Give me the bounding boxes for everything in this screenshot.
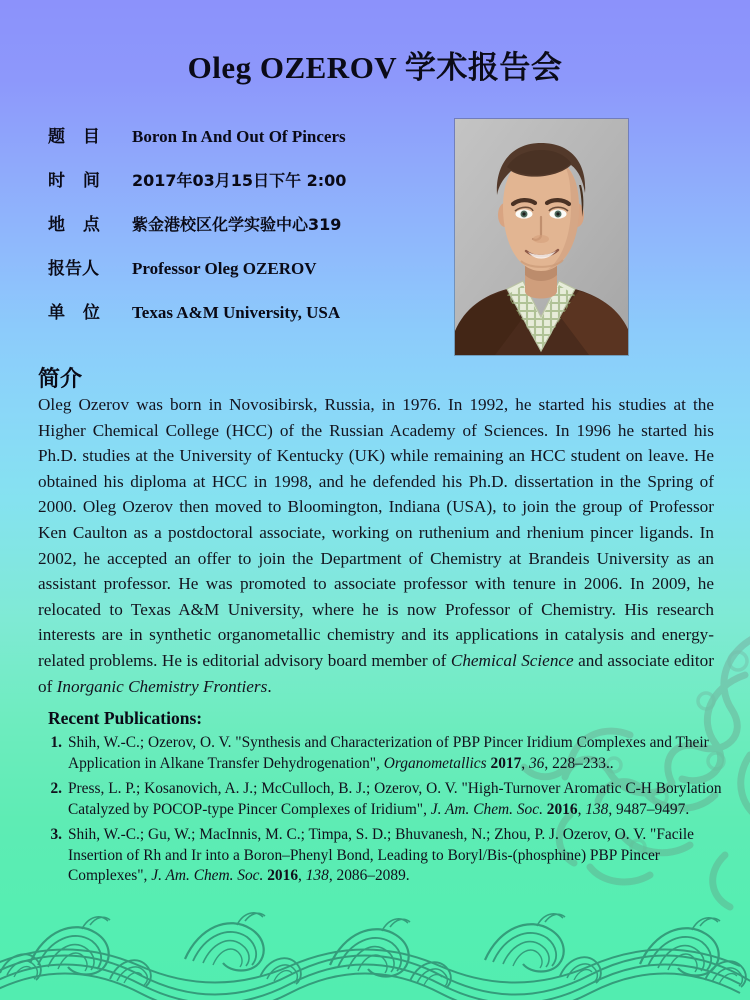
text-fragment: J. Am. Chem. Soc. (430, 800, 543, 818)
text-fragment: , (298, 867, 306, 884)
text-fragment: , 2086–2089. (328, 867, 410, 884)
info-value-affiliation: Texas A&M University, USA (132, 303, 341, 322)
info-label-time: 时 间 (48, 171, 106, 191)
info-label-speaker: 报告人 (48, 259, 99, 279)
text-fragment: J. Am. Chem. Soc. (151, 867, 264, 884)
text-fragment: 2016 (546, 800, 578, 818)
info-value-time: 2017年03月15日下午 2:00 (132, 171, 347, 190)
text-fragment: Inorganic Chemistry Frontiers (56, 676, 268, 696)
text-fragment: 138 (305, 867, 329, 884)
publication-item (42, 733, 732, 774)
bio-heading: 简介 (38, 367, 83, 392)
text-fragment: Press, L. P.; Kosanovich, A. J.; McCulloch, B. J.; Ozerov, O. V. "High-Turnover Aromatic C-H Borylation Catalyzed by POCOP-type Pincer Complexes of Iridium", (68, 780, 722, 818)
text-fragment: 2017 (490, 754, 522, 772)
text-fragment: 138 (585, 800, 609, 818)
info-value-speaker: Professor Oleg OZEROV (132, 259, 317, 278)
info-row-affiliation (48, 298, 448, 342)
publications-heading: Recent Publications: (48, 708, 203, 728)
info-row-speaker (48, 254, 448, 298)
page-title: Oleg OZEROV 学术报告会 (187, 50, 563, 85)
seminar-info-block (48, 122, 448, 342)
wave-pattern-decoration (0, 905, 750, 1000)
publication-citation (68, 826, 694, 884)
info-value-location: 紫金港校区化学实验中心319 (132, 215, 342, 234)
text-fragment: Shih, W.-C.; Gu, W.; MacInnis, M. C.; Timpa, S. D.; Bhuvanesh, N.; Zhou, P. J. Ozerov, O. V. "Facile Insertion of Rh and Ir into a Boron–Phenyl Bond, Leading to Boryl/Bis-(phosphine) PBP Pincer Complexes", (68, 826, 694, 884)
publication-citation (68, 734, 709, 772)
publication-item (42, 825, 732, 887)
text-fragment: 36 (528, 754, 545, 772)
publication-citation (68, 780, 722, 818)
text-fragment: Organometallics (383, 754, 487, 772)
text-fragment: , (521, 754, 529, 772)
text-fragment: and associate editor of (38, 650, 714, 696)
info-value-topic: Boron In And Out Of Pincers (132, 127, 346, 146)
speaker-portrait-photo (455, 119, 628, 355)
info-row-time (48, 166, 448, 210)
text-fragment: Chemical Science (450, 650, 574, 670)
info-label-topic: 题 目 (48, 127, 106, 147)
text-fragment: , (577, 800, 586, 818)
bio-paragraph (38, 392, 714, 699)
publication-item (42, 779, 732, 820)
info-row-location (48, 210, 448, 254)
info-label-affiliation: 单 位 (48, 303, 106, 323)
info-row-topic (48, 122, 448, 166)
text-fragment: 2016 (267, 867, 299, 884)
publication-number: 2. (50, 780, 62, 797)
publication-number: 3. (50, 826, 62, 843)
publications-list (42, 733, 732, 892)
poster-title-bar (0, 42, 750, 87)
publication-number: 1. (50, 734, 62, 751)
text-fragment: Shih, W.-C.; Ozerov, O. V. "Synthesis and Characterization of PBP Pincer Iridium Complexes and Their Application in Alkane Transfer Dehydrogenation", (68, 734, 709, 772)
info-label-location: 地 点 (48, 215, 106, 235)
text-fragment: . (267, 676, 272, 696)
text-fragment: , 9487–9497. (608, 800, 690, 818)
text-fragment: Oleg Ozerov was born in Novosibirsk, Russia, in 1976. In 1992, he started his studies at the Higher Chemical College (HCC) of the Russian Academy of Sciences. In 1996 he started his Ph.D. studies at the University of Kentucky (UK) while remaining an HCC student on leave. He obtained his diploma at HCC in 1998, and he defended his Ph.D. dissertation in the Spring of 2000. Oleg Ozerov then moved to Bloomington, Indiana (USA), to join the group of Professor Ken Caulton as a postdoctoral associate, working on ruthenium and rhenium pincer ligands. In 2002, he accepted an offer to join the Department of Chemistry at Brandeis University as an assistant professor. He was promoted to associate professor with tenure in 2006. In 2009, he relocated to Texas A&M University, where he is now Professor of Chemistry. His research interests are in synthetic organometallic chemistry and its applications in catalysis and energy-related problems. He is editorial advisory board member of (38, 395, 714, 670)
text-fragment: , 228–233.. (544, 754, 614, 772)
